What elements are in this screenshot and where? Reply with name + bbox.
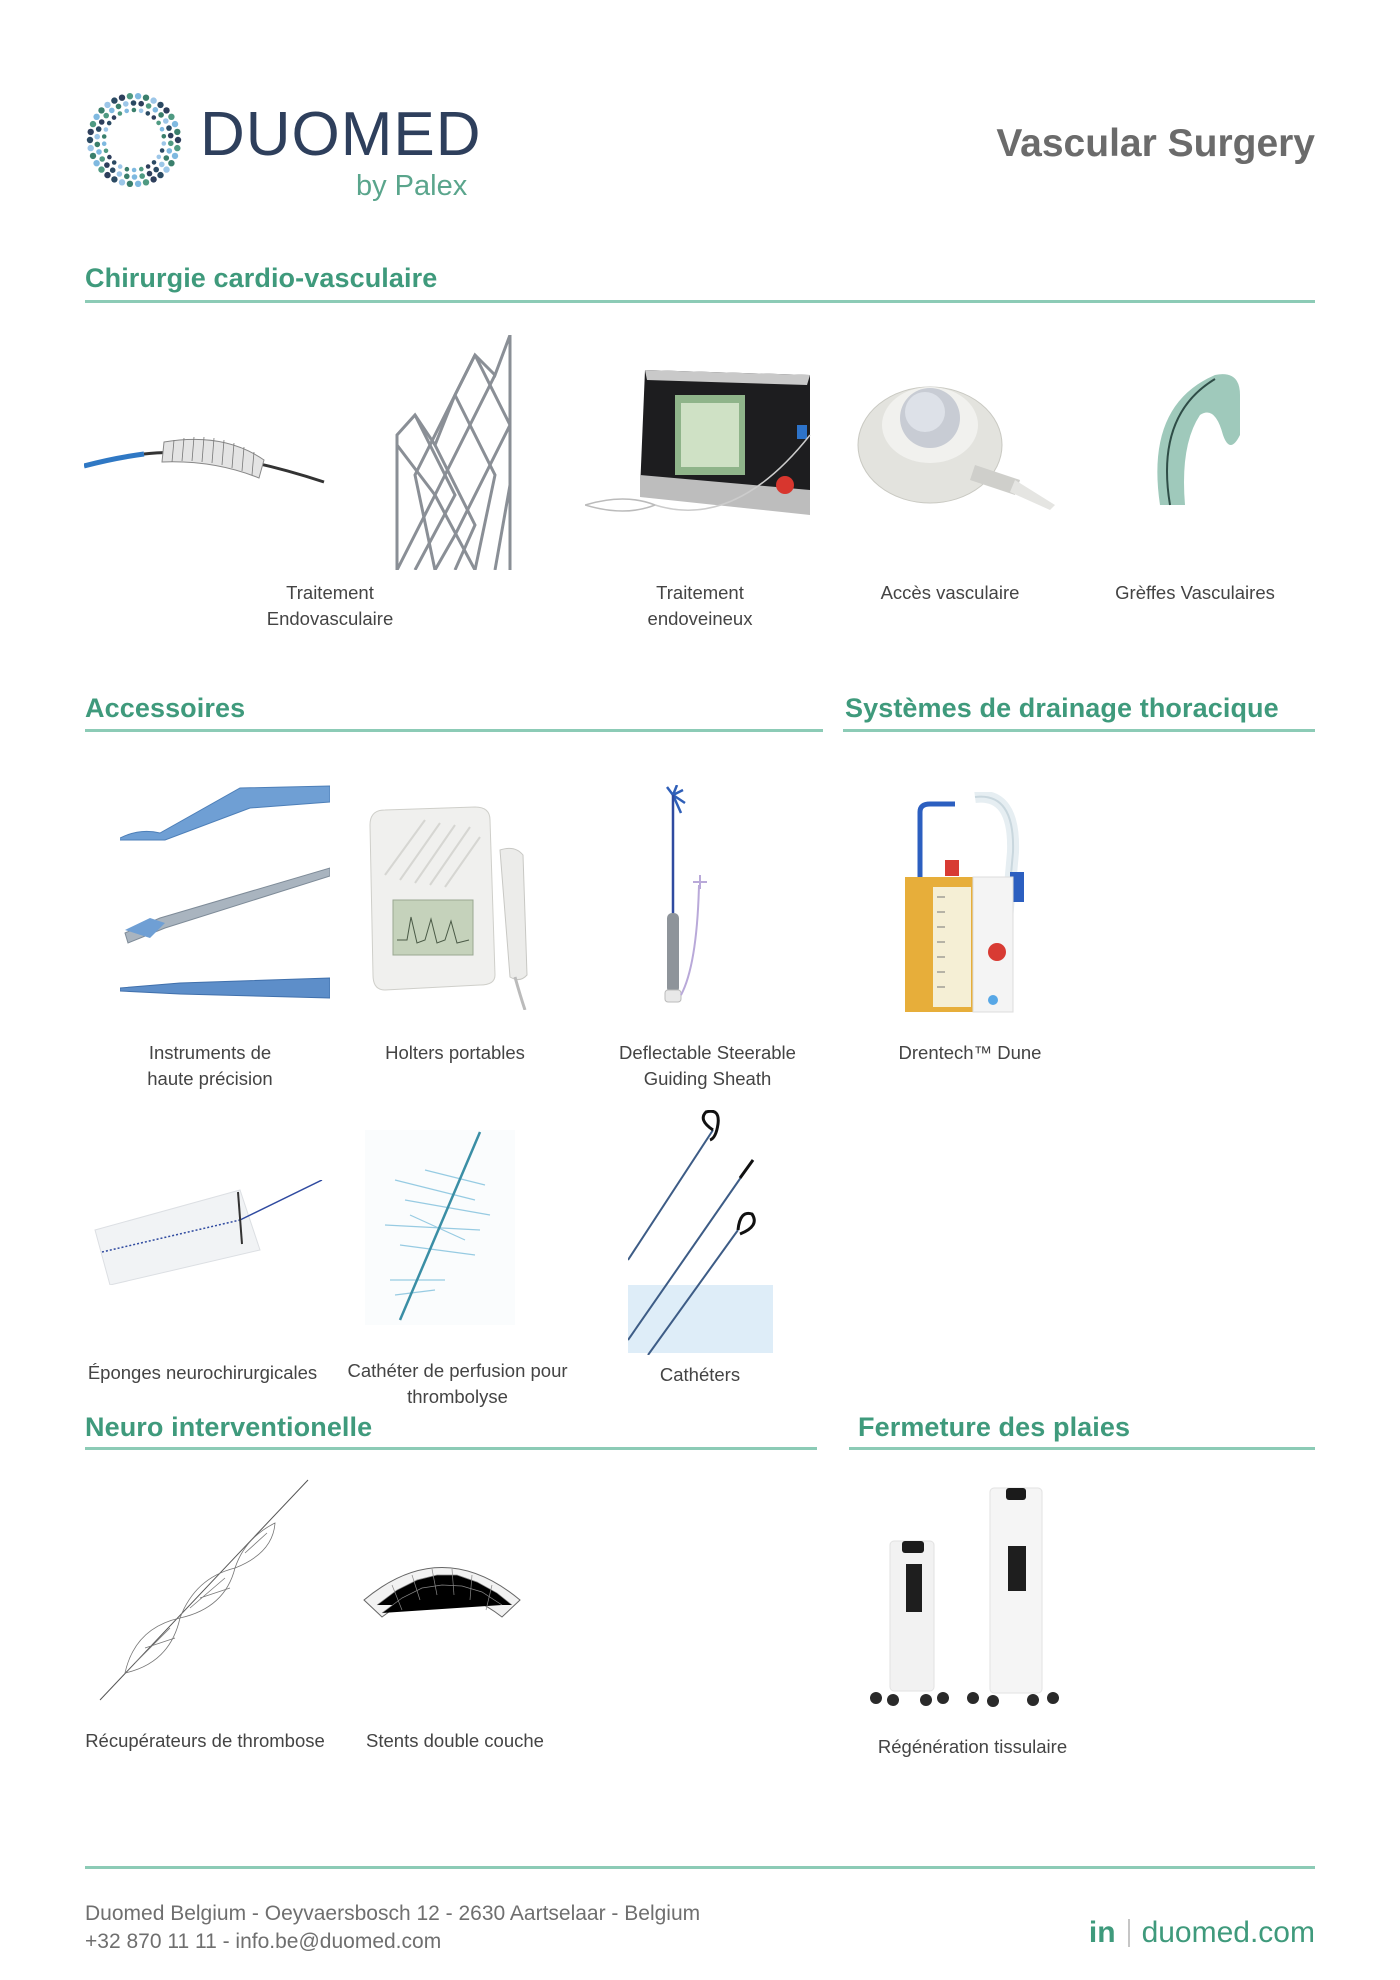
caption-line-2: endoveineux	[647, 608, 753, 629]
product-caption	[870, 1734, 1075, 1760]
caption-line-1: Éponges neurochirurgicales	[87, 1362, 318, 1383]
product-caption	[1090, 580, 1300, 606]
section-title-wound: Fermeture des plaies	[858, 1412, 1131, 1442]
product-caption	[850, 580, 1050, 606]
page-title: Vascular Surgery	[996, 122, 1315, 165]
caption-line-1: Cathéter de perfusion pour	[347, 1360, 568, 1381]
stent-graft-catheter-image	[84, 420, 334, 490]
section-divider	[849, 1447, 1315, 1450]
self-expanding-stent-image	[395, 335, 520, 570]
portable-doppler-image	[365, 805, 560, 1010]
caption-line-1: Cathéters	[659, 1364, 741, 1385]
caption-line-1: Grèffes Vasculaires	[1115, 582, 1275, 603]
caption-line-1: Traitement	[656, 582, 744, 603]
catheters-image	[628, 1110, 778, 1355]
caption-line-1: Drentech™ Dune	[898, 1042, 1042, 1063]
footer-links	[1089, 1918, 1315, 1948]
caption-line-2: thrombolyse	[407, 1386, 508, 1407]
logo-subtitle: by Palex	[356, 170, 468, 202]
caption-line-1: Stents double couche	[366, 1730, 544, 1751]
implantable-port-image	[855, 370, 1055, 510]
product-caption	[875, 1040, 1065, 1066]
caption-line-1: Traitement	[286, 582, 374, 603]
npwt-towers-image	[868, 1476, 1068, 1716]
microsurgical-instruments-image	[120, 778, 330, 1008]
footer-divider	[85, 1866, 1315, 1869]
footer-address: Duomed Belgium - Oeyvaersbosch 12 - 2630 Aartselaar - Belgium	[85, 1902, 701, 1925]
steerable-sheath-image	[655, 785, 725, 1010]
footer-contact: +32 870 11 11 - info.be@duomed.com	[85, 1930, 442, 1953]
product-caption	[355, 1040, 555, 1066]
caption-line-1: Instruments de	[148, 1042, 272, 1063]
chest-drainage-unit-image	[905, 792, 1035, 1017]
section-title-drainage: Systèmes de drainage thoracique	[845, 693, 1279, 723]
website-link[interactable]: duomed.com	[1141, 1916, 1315, 1949]
product-caption	[600, 580, 800, 632]
product-caption	[80, 1360, 325, 1386]
caption-line-1: Deflectable Steerable	[619, 1042, 796, 1063]
caption-line-1: Régénération tissulaire	[877, 1736, 1068, 1757]
caption-line-1: Accès vasculaire	[880, 582, 1020, 603]
caption-line-2: Endovasculaire	[266, 608, 394, 629]
dotted-ring-logo-icon	[84, 90, 184, 190]
vascular-graft-image	[1145, 365, 1245, 515]
product-caption	[600, 1040, 815, 1092]
caption-line-1: Récupérateurs de thrombose	[85, 1730, 325, 1751]
thrombectomy-retriever-image	[95, 1478, 315, 1703]
section-title-neuro: Neuro interventionelle	[85, 1412, 373, 1442]
caption-line-1: Holters portables	[385, 1042, 525, 1063]
neurosurgical-sponge-image	[90, 1180, 330, 1285]
section-title-accessoires: Accessoires	[85, 693, 246, 723]
caption-line-2: haute précision	[147, 1068, 273, 1089]
logo-brand: DUOMED	[200, 100, 482, 169]
section-title-cardio: Chirurgie cardio-vasculaire	[85, 263, 438, 293]
product-caption	[80, 1728, 330, 1754]
double-layer-stent-image	[362, 1555, 522, 1620]
section-divider	[85, 300, 1315, 303]
laser-console-image	[585, 365, 820, 535]
product-caption	[100, 1040, 320, 1092]
product-caption	[230, 580, 430, 632]
section-divider	[85, 729, 823, 732]
infusion-catheter-image	[365, 1130, 515, 1325]
caption-line-2: Guiding Sheath	[643, 1068, 772, 1089]
product-caption	[335, 1358, 580, 1410]
product-caption	[600, 1362, 800, 1388]
section-divider	[843, 729, 1315, 732]
linkedin-icon[interactable]: in	[1088, 1916, 1116, 1949]
section-divider	[85, 1447, 817, 1450]
separator	[1128, 1919, 1130, 1947]
product-caption	[345, 1728, 565, 1754]
